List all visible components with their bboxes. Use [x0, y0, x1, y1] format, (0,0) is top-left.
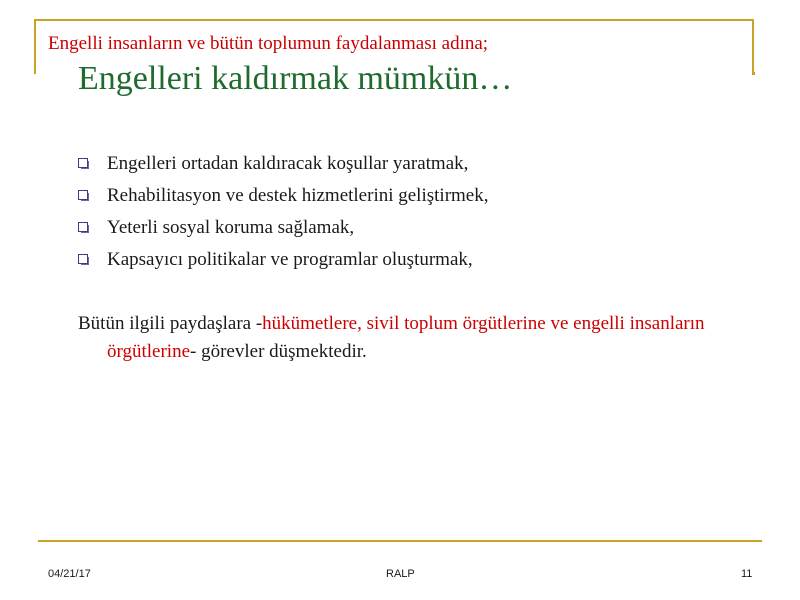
stakeholders-paragraph: [78, 310, 767, 366]
footer-rule: [38, 540, 762, 542]
slide-title: Engelleri kaldırmak mümkün…: [78, 60, 513, 97]
bullet-text: Rehabilitasyon ve destek hizmetlerini geliştirmek,: [107, 185, 489, 206]
paragraph-highlight-text: hükümetlere, sivil toplum örgütlerine ve engelli insanların örgütlerine: [107, 313, 705, 362]
bullet-text: Engelleri ortadan kaldıracak koşullar yaratmak,: [107, 153, 469, 174]
frame-corner-dot: [752, 72, 755, 75]
footer-date: 04/21/17: [48, 568, 91, 580]
frame-top-rule: [34, 19, 754, 21]
footer-label: RALP: [386, 568, 415, 580]
frame-right-rule: [752, 19, 754, 74]
slide-subtitle: Engelli insanların ve bütün toplumun faydalanması adına;: [48, 33, 489, 54]
bullet-text: Yeterli sosyal koruma sağlamak,: [107, 217, 355, 238]
bullet-text: Kapsayıcı politikalar ve programlar oluşturmak,: [107, 249, 473, 270]
paragraph-lead-text: Bütün ilgili paydaşlara -: [78, 313, 263, 334]
bullet-item: [78, 244, 488, 276]
hollow-square-bullet-icon: [78, 254, 90, 266]
hollow-square-bullet-icon: [78, 222, 90, 234]
hollow-square-bullet-icon: [78, 158, 90, 170]
bullet-item: [78, 148, 488, 180]
bullet-item: [78, 212, 488, 244]
hollow-square-bullet-icon: [78, 190, 90, 202]
bullet-item: [78, 180, 488, 212]
page-number: 11: [741, 568, 753, 580]
paragraph-trail-text: - görevler düşmektedir.: [190, 341, 367, 362]
bullet-list: [78, 148, 488, 276]
frame-left-rule: [34, 19, 36, 74]
